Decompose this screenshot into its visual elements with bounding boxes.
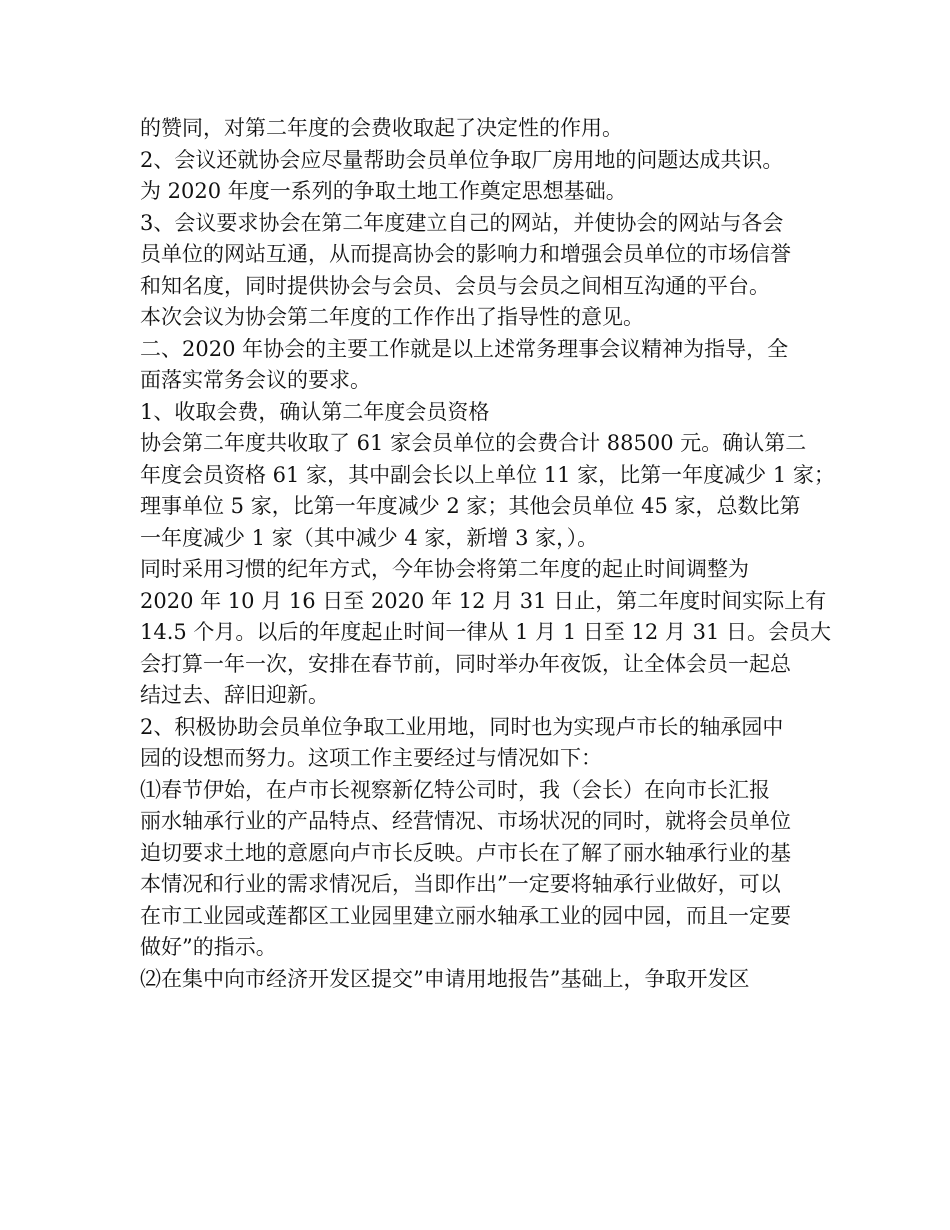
text-line: 二、2020 年协会的主要工作就是以上述常务理事会议精神为指导，全 — [140, 336, 789, 361]
text-line: 年度会员资格 61 家，其中副会长以上单位 11 家，比第一年度减少 1 家； — [140, 462, 835, 487]
text-line: 迫切要求土地的意愿向卢市长反映。卢市长在了解了丽水轴承行业的基 — [140, 840, 791, 865]
text-line: 在市工业园或莲都区工业园里建立丽水轴承工业的园中园，而且一定要 — [140, 903, 791, 928]
text-line: 1、收取会费，确认第二年度会员资格 — [140, 399, 490, 424]
text-line: 一年度减少 1 家（其中减少 4 家，新增 3 家，）。 — [140, 525, 599, 550]
text-line: 做好”的指示。 — [140, 935, 277, 959]
text-line: 理事单位 5 家，比第一年度减少 2 家；其他会员单位 45 家，总数比第 — [140, 494, 801, 518]
text-line: 结过去、辞旧迎新。 — [140, 683, 329, 707]
text-line: 本次会议为协会第二年度的工作作出了指导性的意见。 — [140, 305, 644, 329]
text-line: 丽水轴承行业的产品特点、经营情况、市场状况的同时，就将会员单位 — [140, 809, 791, 833]
text-line: ⑴春节伊始，在卢市长视察新亿特公司时，我（会长）在向市长汇报 — [140, 777, 770, 802]
text-line: 园的设想而努力。这项工作主要经过与情况如下： — [140, 746, 602, 770]
text-line: 为 2020 年度一系列的争取土地工作奠定思想基础。 — [140, 179, 627, 203]
text-line: 面落实常务会议的要求。 — [140, 368, 371, 392]
text-line: 员单位的网站互通，从而提高协会的影响力和增强会员单位的市场信誉 — [140, 242, 791, 266]
text-line: 同时采用习惯的纪年方式，今年协会将第二年度的起止时间调整为 — [140, 557, 749, 581]
text-line: 和知名度，同时提供协会与会员、会员与会员之间相互沟通的平台。 — [140, 273, 770, 298]
text-line: 本情况和行业的需求情况后，当即作出”一定要将轴承行业做好，可以 — [140, 872, 781, 896]
document-page — [140, 113, 835, 995]
text-line: 会打算一年一次，安排在春节前，同时举办年夜饭，让全体会员一起总 — [140, 651, 791, 676]
text-line: 2、会议还就协会应尽量帮助会员单位争取厂房用地的问题达成共识。 — [140, 147, 784, 172]
text-line: 2020 年 10 月 16 日至 2020 年 12 月 31 日止，第二年度时间实际上有 — [140, 588, 827, 613]
text-line: 协会第二年度共收取了 61 家会员单位的会费合计 88500 元。确认第二 — [140, 431, 807, 455]
text-line: 2、积极协助会员单位争取工业用地，同时也为实现卢市长的轴承园中 — [140, 714, 784, 739]
text-line: 的赞同，对第二年度的会费收取起了决定性的作用。 — [140, 116, 623, 140]
text-line: ⑵在集中向市经济开发区提交”申请用地报告”基础上，争取开发区 — [140, 966, 750, 991]
text-line: 14.5 个月。以后的年度起止时间一律从 1 月 1 日至 12 月 31 日。会员大 — [140, 620, 831, 644]
text-line: 3、会议要求协会在第二年度建立自己的网站，并使协会的网站与各会 — [140, 210, 784, 235]
